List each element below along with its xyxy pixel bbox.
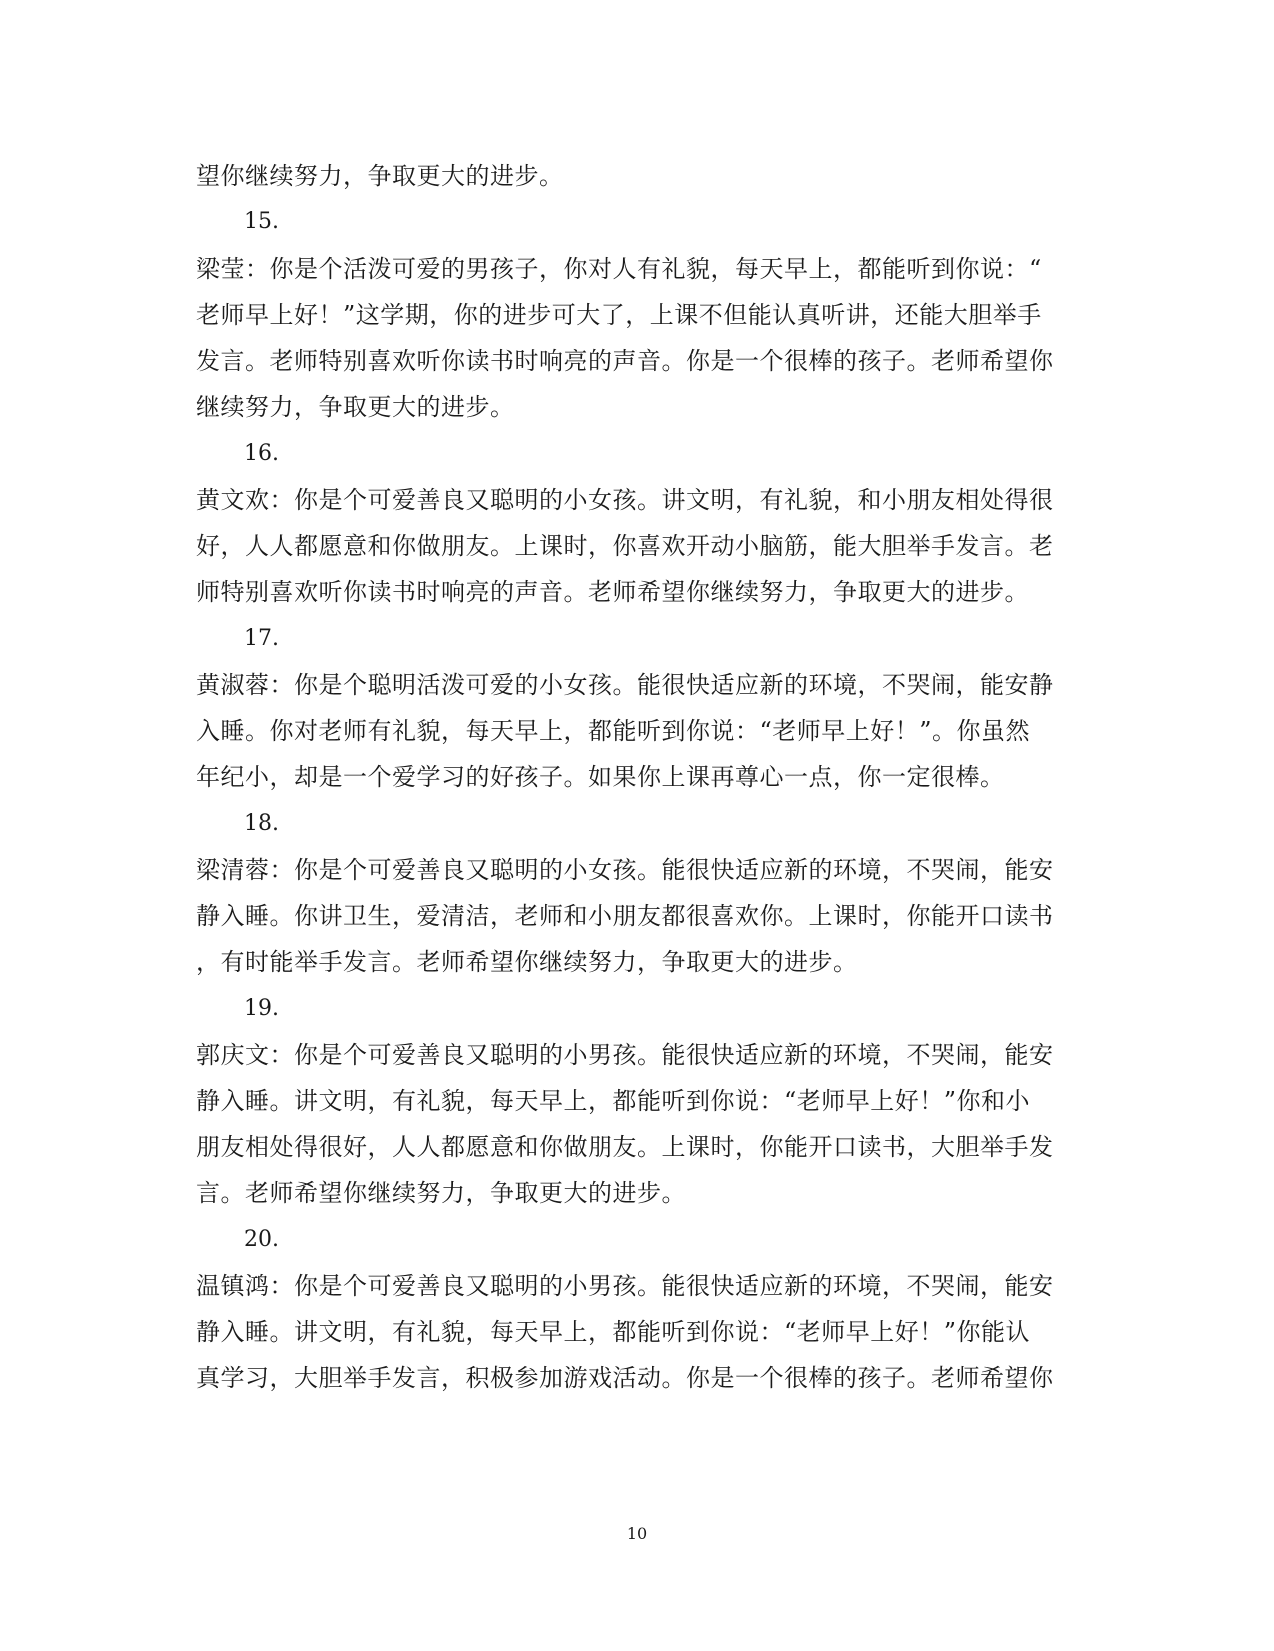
entry-line: 年纪小，却是一个爱学习的好孩子。如果你上课再尊心一点，你一定很棒。: [196, 763, 1005, 791]
entry-line: ，有时能举手发言。老师希望你继续努力，争取更大的进步。: [196, 948, 858, 976]
entry-line: 真学习，大胆举手发言，积极参加游戏活动。你是一个很棒的孩子。老师希望你: [196, 1364, 1054, 1392]
entry-line: 温镇鸿：你是个可爱善良又聪明的小男孩。能很快适应新的环境，不哭闹，能安: [196, 1272, 1054, 1300]
entry-number: 20.: [244, 1227, 279, 1252]
entry-line: 发言。老师特别喜欢听你读书时响亮的声音。你是一个很棒的孩子。老师希望你: [196, 347, 1054, 375]
entry-number: 18.: [244, 811, 279, 836]
entry-line: 梁莹：你是个活泼可爱的男孩子，你对人有礼貌，每天早上，都能听到你说：“: [196, 255, 1042, 283]
entry-line: 郭庆文：你是个可爱善良又聪明的小男孩。能很快适应新的环境，不哭闹，能安: [196, 1041, 1054, 1069]
entry-line: 老师早上好！”这学期，你的进步可大了，上课不但能认真听讲，还能大胆举手: [196, 301, 1042, 329]
entry-line: 好，人人都愿意和你做朋友。上课时，你喜欢开动小脑筋，能大胆举手发言。老: [196, 532, 1054, 560]
page-number: 10: [626, 1524, 648, 1543]
entry-number: 16.: [244, 441, 279, 466]
entry-line: 黄文欢：你是个可爱善良又聪明的小女孩。讲文明，有礼貌，和小朋友相处得很: [196, 486, 1054, 514]
entry-number: 17.: [244, 626, 279, 651]
entry-line: 静入睡。讲文明，有礼貌，每天早上，都能听到你说：“老师早上好！”你和小: [196, 1087, 1031, 1115]
entry-line: 静入睡。你讲卫生，爱清洁，老师和小朋友都很喜欢你。上课时，你能开口读书: [196, 902, 1054, 930]
entry-line: 朋友相处得很好，人人都愿意和你做朋友。上课时，你能开口读书，大胆举手发: [196, 1133, 1054, 1161]
continuation-line: 望你继续努力，争取更大的进步。: [196, 162, 564, 190]
entry-line: 静入睡。讲文明，有礼貌，每天早上，都能听到你说：“老师早上好！”你能认: [196, 1318, 1031, 1346]
entry-line: 入睡。你对老师有礼貌，每天早上，都能听到你说：“老师早上好！”。你虽然: [196, 717, 1031, 745]
entry-line: 黄淑蓉：你是个聪明活泼可爱的小女孩。能很快适应新的环境，不哭闹，能安静: [196, 671, 1054, 699]
entry-line: 梁清蓉：你是个可爱善良又聪明的小女孩。能很快适应新的环境，不哭闹，能安: [196, 856, 1054, 884]
entry-number: 19.: [244, 996, 279, 1021]
entry-line: 师特别喜欢听你读书时响亮的声音。老师希望你继续努力，争取更大的进步。: [196, 578, 1029, 606]
entry-line: 继续努力，争取更大的进步。: [196, 393, 515, 421]
entry-number: 15.: [244, 209, 279, 234]
entry-line: 言。老师希望你继续努力，争取更大的进步。: [196, 1179, 686, 1207]
